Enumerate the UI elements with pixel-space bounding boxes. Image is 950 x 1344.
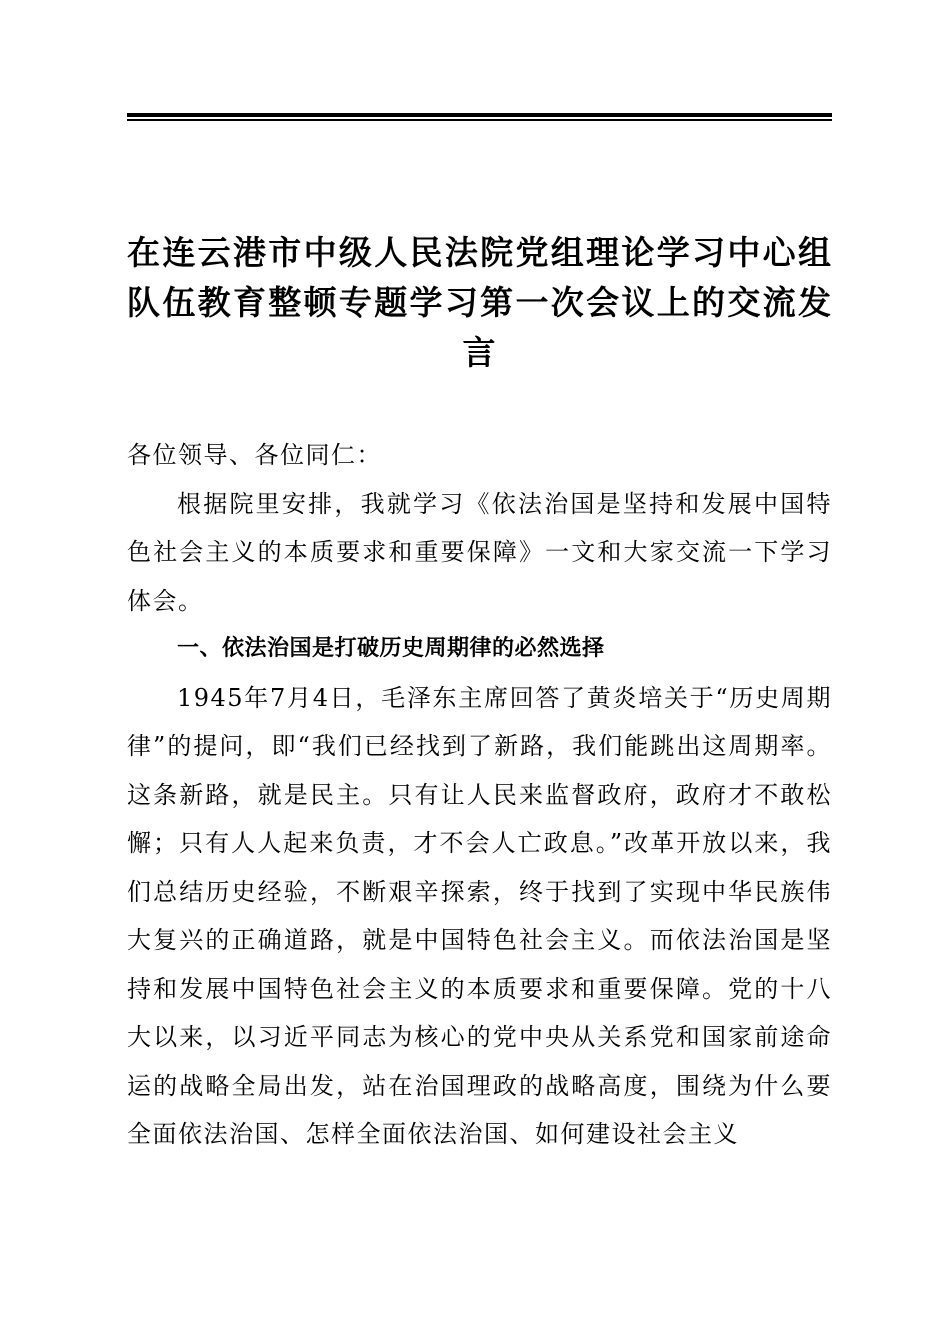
- document-body: [127, 431, 832, 1159]
- intro-paragraph: 根据院里安排，我就学习《依法治国是坚持和发展中国特色社会主义的本质要求和重要保障》一文和大家交流一下学习体会。: [127, 489, 832, 615]
- section-heading: 一、依法治国是打破历史周期律的必然选择: [177, 636, 605, 661]
- document-title: 在连云港市中级人民法院党组理论学习中心组队伍教育整顿专题学习第一次会议上的交流发言: [127, 233, 832, 372]
- salutation: 各位领导、各位同仁：: [127, 441, 382, 469]
- header-rule-thick: [127, 113, 832, 117]
- section-paragraph: 1945年7月4日，毛泽东主席回答了黄炎培关于“历史周期律”的提问，即“我们已经找到了新路，我们能跳出这周期率。这条新路，就是民主。只有让人民来监督政府，政府才不敢松懈；只有人人起来负责，才不会人亡政息。”改革开放以来，我们总结历史经验，不断艰辛探索，终于找到了实现中华民族伟大复兴的正确道路，就是中国特色社会主义。而依法治国是坚持和发展中国特色社会主义的本质要求和重要保障。党的十八大以来，以习近平同志为核心的党中央从关系党和国家前途命运的战略全局出发，站在治国理政的战略高度，围绕为什么要全面依法治国、怎样全面依法治国、如何建设社会主义: [127, 683, 832, 1148]
- header-rule-thin: [127, 119, 832, 121]
